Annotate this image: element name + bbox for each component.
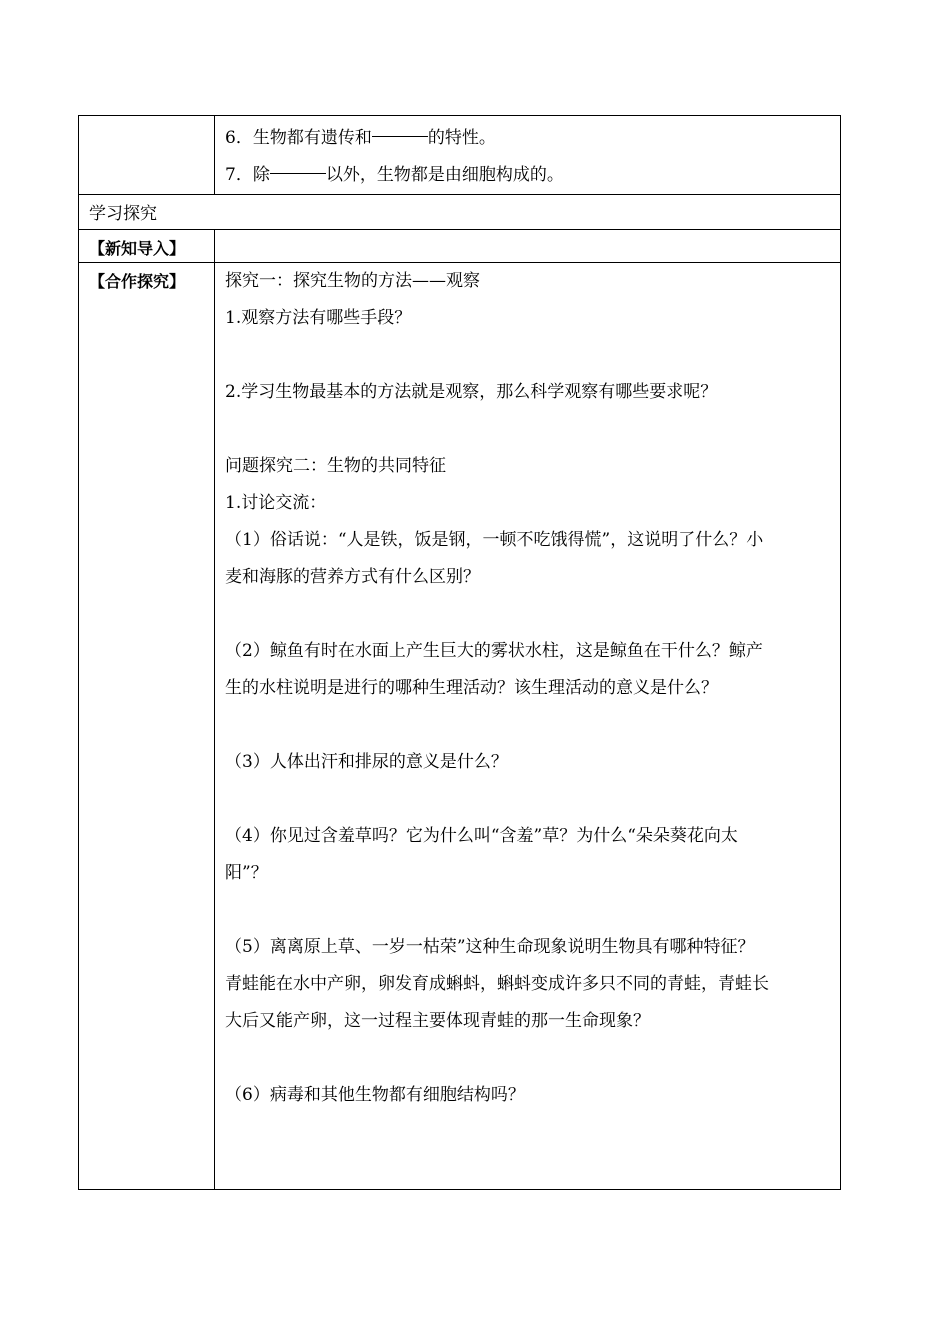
coop-row	[79, 263, 841, 1190]
review-left-cell	[79, 116, 215, 195]
review-item-6-suffix: 的特性。	[427, 128, 496, 148]
prompt-5-line-3: 大后又能产卵，这一过程主要体现青蛙的那一生命现象？	[225, 1011, 650, 1031]
review-item-7-prefix: 7．除	[225, 165, 270, 185]
prompt-2-line-2: 生的水柱说明是进行的哪种生理活动？该生理活动的意义是什么？	[225, 678, 718, 698]
prompt-5-line-1: （5）离离原上草、一岁一枯荣”这种生命现象说明生物具有哪种特征？	[225, 937, 755, 957]
prompt-1-line-2: 麦和海豚的营养方式有什么区别？	[225, 567, 480, 587]
prompt-4-line-2: 阳”？	[225, 863, 268, 883]
inquiry-title-2: 问题探究二：生物的共同特征	[225, 456, 446, 476]
prompt-1-line-1: （1）俗话说：“人是铁，饭是钢，一顿不吃饿得慌”，这说明了什么？小	[225, 530, 764, 550]
review-item-6-prefix: 6．生物都有遗传和	[225, 128, 372, 148]
review-item-6	[225, 120, 832, 157]
coop-label-cell	[79, 263, 215, 1190]
question-2: 2.学习生物最基本的方法就是观察，那么科学观察有哪些要求呢？	[225, 382, 718, 402]
worksheet-table	[78, 115, 841, 1190]
prompt-5-line-2: 青蛙能在水中产卵，卵发育成蝌蚪，蝌蚪变成许多只不同的青蛙，青蛙长	[225, 974, 769, 994]
fill-blank	[270, 172, 326, 174]
coop-content-cell	[215, 263, 841, 1190]
review-item-7	[225, 157, 832, 194]
question-1: 1.观察方法有哪些手段？	[225, 308, 412, 328]
new-intro-label-cell	[79, 230, 215, 263]
coop-label: 【合作探究】	[89, 272, 186, 291]
prompt-2-line-1: （2）鲸鱼有时在水面上产生巨大的雾状水柱，这是鲸鱼在干什么？鲸产	[225, 641, 763, 661]
review-item-7-suffix: 以外，生物都是由细胞构成的。	[325, 165, 564, 185]
prompt-4-line-1: （4）你见过含羞草吗？它为什么叫“含羞”草？为什么“朵朵葵花向太	[225, 826, 738, 846]
prompt-3: （3）人体出汗和排尿的意义是什么？	[225, 752, 508, 772]
review-row	[79, 116, 841, 195]
inquiry-title-1: 探究一：探究生物的方法——观察	[225, 271, 480, 291]
section-title: 学习探究	[89, 204, 157, 224]
section-title-cell	[79, 195, 841, 230]
review-right-cell	[215, 116, 841, 195]
new-intro-label: 【新知导入】	[89, 239, 186, 258]
prompt-6: （6）病毒和其他生物都有细胞结构吗？	[225, 1085, 525, 1105]
fill-blank	[372, 135, 428, 137]
section-row	[79, 195, 841, 230]
new-intro-row	[79, 230, 841, 263]
discussion-heading: 1.讨论交流：	[225, 493, 327, 513]
new-intro-content-cell	[215, 230, 841, 263]
